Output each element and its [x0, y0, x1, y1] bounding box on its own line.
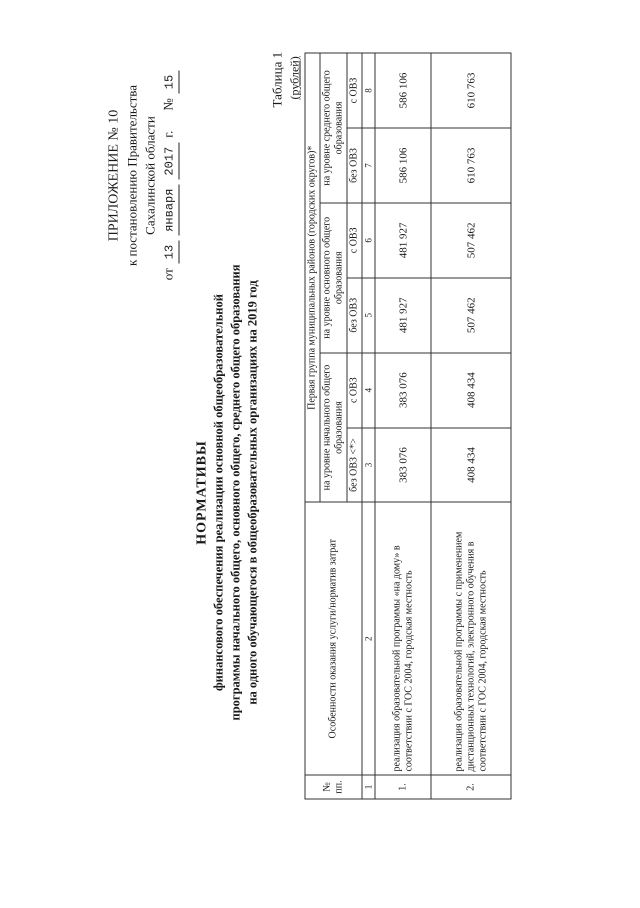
- header-with-ovz: с ОВЗ: [347, 53, 362, 128]
- row-number: 1.: [375, 775, 431, 799]
- header-without-ovz: без ОВЗ: [347, 278, 362, 353]
- column-number: 7: [362, 128, 375, 203]
- norm-value: 610 763: [431, 53, 511, 128]
- header-without-ovz: без ОВЗ <*>: [347, 428, 362, 503]
- norm-value: 408 434: [431, 428, 511, 503]
- column-number: 3: [362, 428, 375, 503]
- norm-value: 481 927: [375, 278, 431, 353]
- column-number: 6: [362, 203, 375, 278]
- appendix-title: ПРИЛОЖЕНИЕ № 10: [106, 56, 124, 296]
- number-label: №: [160, 98, 178, 110]
- column-number: 4: [362, 353, 375, 428]
- column-number: 2: [362, 502, 375, 775]
- header-level-primary: на уровне начального общего образования: [320, 353, 347, 503]
- table-row: [431, 53, 511, 799]
- date-month: января: [161, 185, 180, 236]
- row-number: 2.: [431, 775, 511, 799]
- header-group: Первая группа муниципальных районов (городских округов)*: [305, 53, 320, 502]
- norm-value: 481 927: [375, 203, 431, 278]
- norms-table: [305, 53, 512, 800]
- table-row: [375, 53, 431, 799]
- units-label: (рублей): [288, 56, 303, 99]
- row-description: реализация образовательной программы с применением дистанционных технологий, электронного обучения в соответствии с ГОС 2004, городская местность: [431, 502, 511, 775]
- norm-value: 507 462: [431, 278, 511, 353]
- column-number: 5: [362, 278, 375, 353]
- norm-value: 586 106: [375, 128, 431, 203]
- table-caption: Таблица 1: [270, 52, 286, 108]
- header-feature: Особенности оказания услуги/норматив затрат: [305, 502, 362, 775]
- heading-line-3: на одного обучающегося в общеобразовательных организациях на 2019 год: [245, 198, 262, 788]
- header-with-ovz: с ОВЗ: [347, 353, 362, 428]
- header-num: № пп.: [305, 775, 362, 799]
- heading-line-2: программы начального общего, основного общего, среднего общего образования: [228, 198, 245, 788]
- column-number: 8: [362, 53, 375, 128]
- date-day: 13: [161, 241, 180, 263]
- norm-value: 586 106: [375, 53, 431, 128]
- header-level-secondary: на уровне среднего общего образования: [320, 53, 347, 203]
- norm-value: 383 076: [375, 428, 431, 503]
- from-label: от: [160, 268, 178, 280]
- header-level-basic: на уровне основного общего образования: [320, 203, 347, 353]
- year-suffix: г.: [160, 131, 178, 138]
- date-year: 2017: [161, 143, 180, 180]
- column-number: 1: [362, 775, 375, 799]
- heading-line-1: финансового обеспечения реализации основной общеобразовательной: [211, 198, 228, 788]
- document-sheet: [2, 3, 640, 908]
- appendix-line-2: Сахалинской области: [142, 56, 160, 296]
- column-number-row: [362, 53, 375, 799]
- row-description: реализация образовательной программы «на дому» в соответствии с ГОС 2004, городская местность: [375, 502, 431, 775]
- document-heading: [194, 198, 262, 788]
- header-with-ovz: с ОВЗ: [347, 203, 362, 278]
- document-number: 15: [161, 71, 180, 93]
- norm-value: 610 763: [431, 128, 511, 203]
- header-without-ovz: без ОВЗ: [347, 128, 362, 203]
- norm-value: 408 434: [431, 353, 511, 428]
- norm-value: 507 462: [431, 203, 511, 278]
- norm-value: 383 076: [375, 353, 431, 428]
- appendix-line-1: к постановлению Правительства: [124, 56, 142, 296]
- heading-title: НОРМАТИВЫ: [194, 198, 211, 788]
- appendix-date-line: [160, 56, 180, 296]
- appendix-block: [106, 56, 180, 296]
